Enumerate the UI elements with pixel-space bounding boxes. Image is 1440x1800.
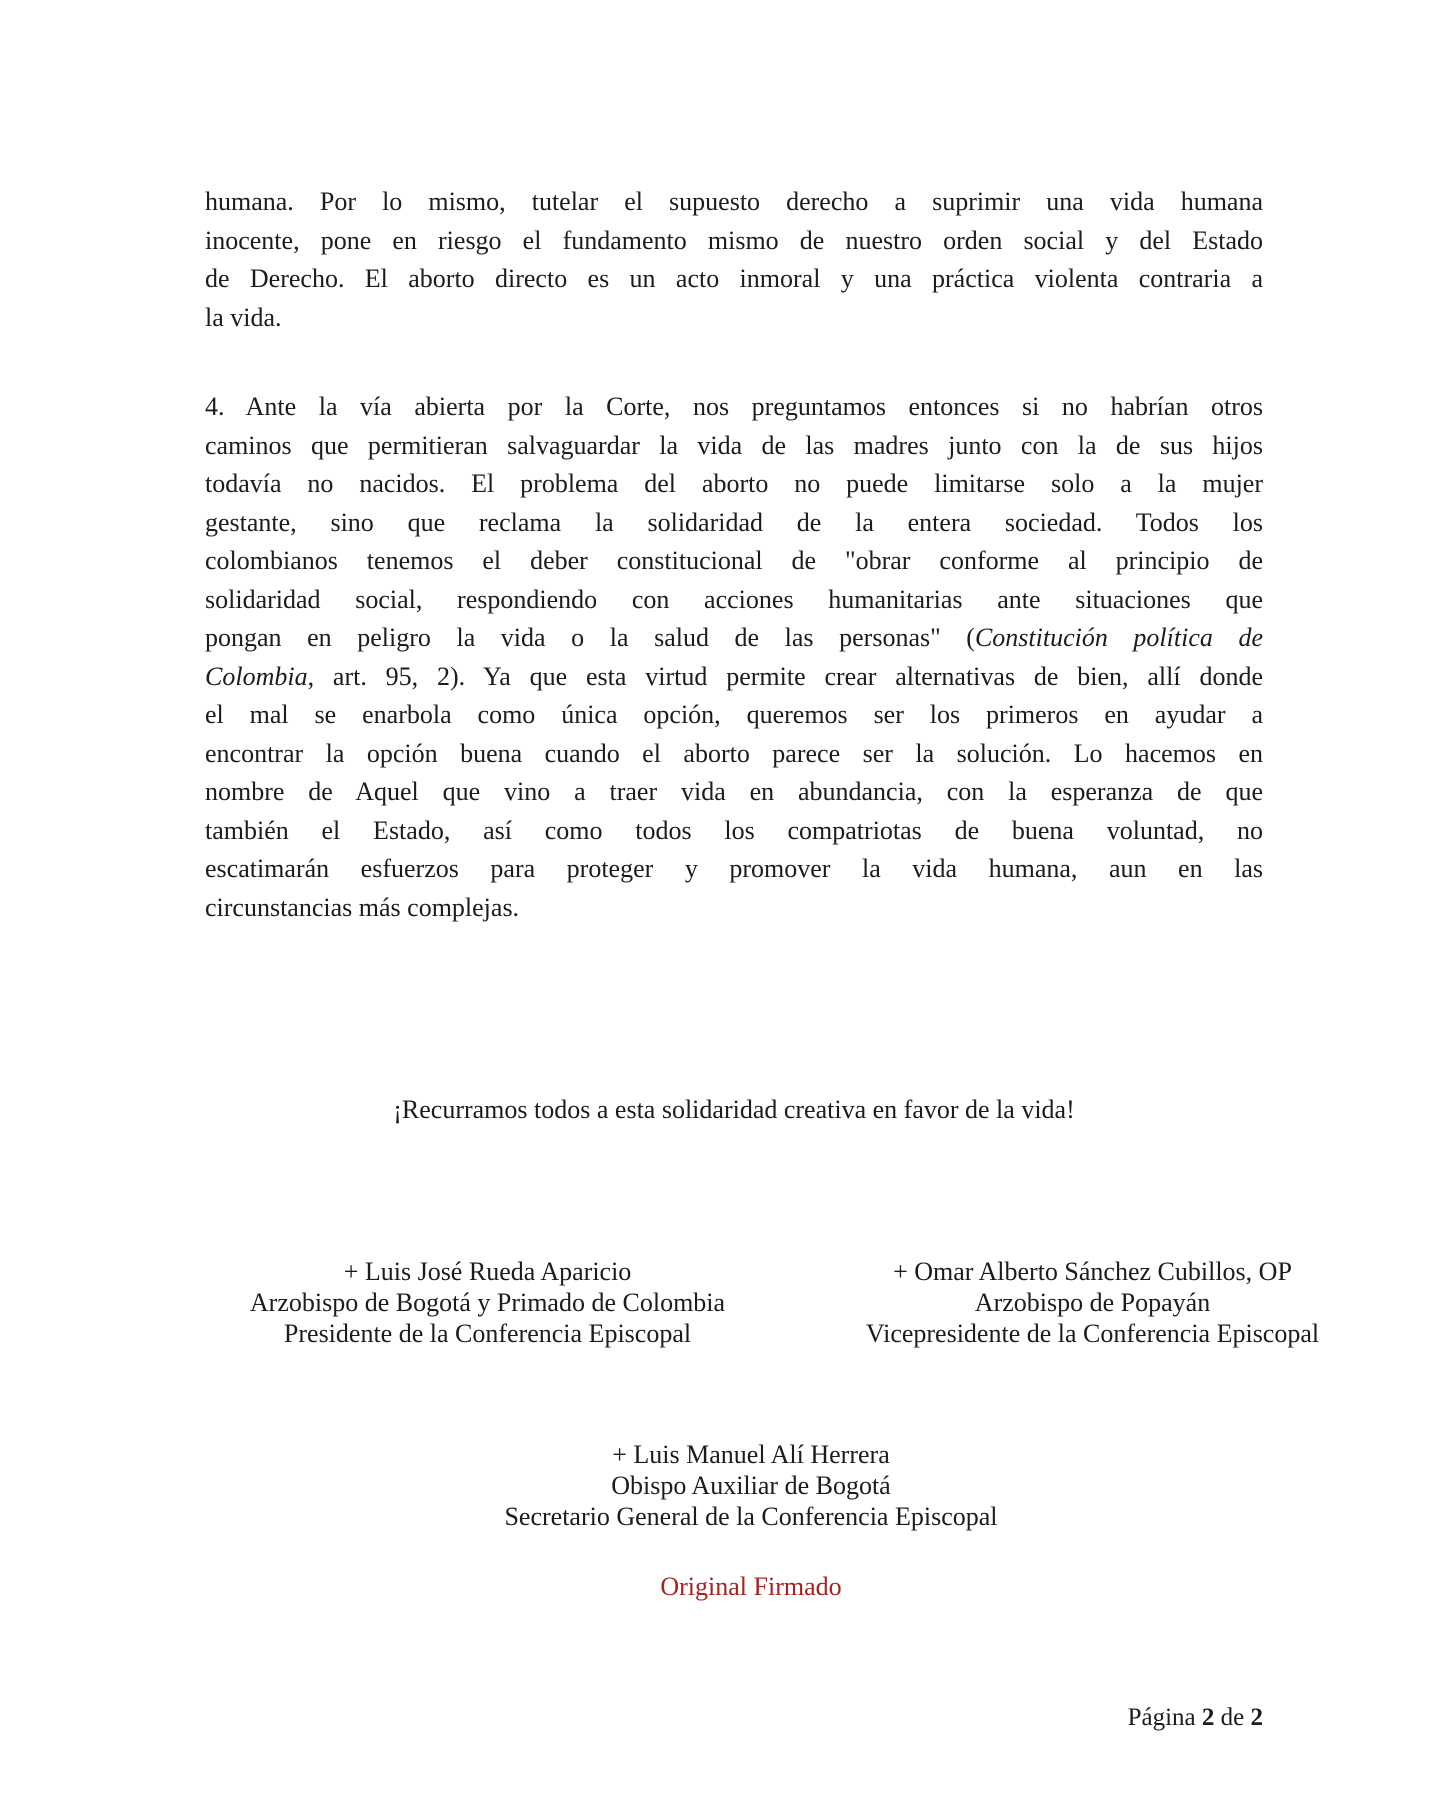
text-line: colombianos tenemos el deber constitucional de "obrar conforme al principio de [205,546,1263,575]
text-line: Arzobispo de Bogotá y Primado de Colombia [249,1288,726,1317]
text-line: gestante, sino que reclama la solidaridad de la entera sociedad. Todos los [205,507,1263,537]
text-line: la vida. [205,302,282,332]
text-line: humana. Por lo mismo, tutelar el supuesto derecho a suprimir una vida humana [205,187,1263,216]
text-line: + Omar Alberto Sánchez Cubillos, OP [893,1257,1292,1286]
text-line: Obispo Auxiliar de Bogotá [611,1471,891,1500]
text-segment: 2 [1250,1704,1263,1731]
text-segment: 2 [1201,1704,1215,1731]
text-line: Secretario General de la Conferencia Episcopal [504,1502,998,1531]
original-signed-note: Original Firmado [660,1572,842,1601]
paragraph-4 [205,388,1263,927]
text-line: 4. Ante la vía abierta por la Corte, nos preguntamos entonces si no habrían otros [205,392,1263,421]
text-line: Vicepresidente de la Conferencia Episcopal [865,1319,1320,1348]
text-segment: , art. 95, 2). Ya que esta virtud permite crear alternativas de bien, allí donde [307,661,1263,691]
text-line: también el Estado, así como todos los compatriotas de buena voluntad, no [205,815,1263,845]
signature-vicepresident [790,1256,1395,1349]
closing-exhortation: ¡Recurramos todos a esta solidaridad creativa en favor de la vida! [393,1095,1075,1124]
paragraph-intro-continuation [205,183,1263,337]
text-line: escatimarán esfuerzos para proteger y promover la vida humana, aun en las [205,854,1263,883]
text-line: Presidente de la Conferencia Episcopal [283,1319,692,1348]
text-line: caminos que permitieran salvaguardar la vida de las madres junto con la de sus hijos [205,430,1263,460]
text-line: circunstancias más complejas. [205,892,520,922]
text-line: Arzobispo de Popayán [974,1288,1211,1317]
page-number [205,1702,1263,1733]
text-line [205,619,1263,658]
signature-secretary [205,1439,1297,1532]
text-line: inocente, pone en riesgo el fundamento mismo de nuestro orden social y del Estado [205,225,1263,255]
text-line: nombre de Aquel que vino a traer vida en abundancia, con la esperanza de que [205,777,1263,806]
text-segment: Página [1127,1704,1202,1731]
text-line [205,658,1263,697]
text-line: de Derecho. El aborto directo es un acto inmoral y una práctica violenta contraria a [205,264,1263,293]
text-line: + Luis José Rueda Aparicio [343,1257,632,1286]
text-segment: Colombia [205,661,308,691]
text-line: todavía no nacidos. El problema del aborto no puede limitarse solo a la mujer [205,469,1263,498]
signature-president [185,1256,790,1349]
signature-row [185,1256,1395,1349]
text-segment: Constitución política de [974,623,1263,652]
text-line: solidaridad social, respondiendo con acciones humanitarias ante situaciones que [205,584,1263,614]
text-segment: de [1214,1704,1251,1731]
text-line: el mal se enarbola como única opción, queremos ser los primeros en ayudar a [205,700,1263,729]
text-line: encontrar la opción buena cuando el aborto parece ser la solución. Lo hacemos en [205,738,1263,768]
text-segment: pongan en peligro la vida o la salud de las personas" ( [205,623,975,652]
text-line: + Luis Manuel Alí Herrera [612,1440,890,1469]
